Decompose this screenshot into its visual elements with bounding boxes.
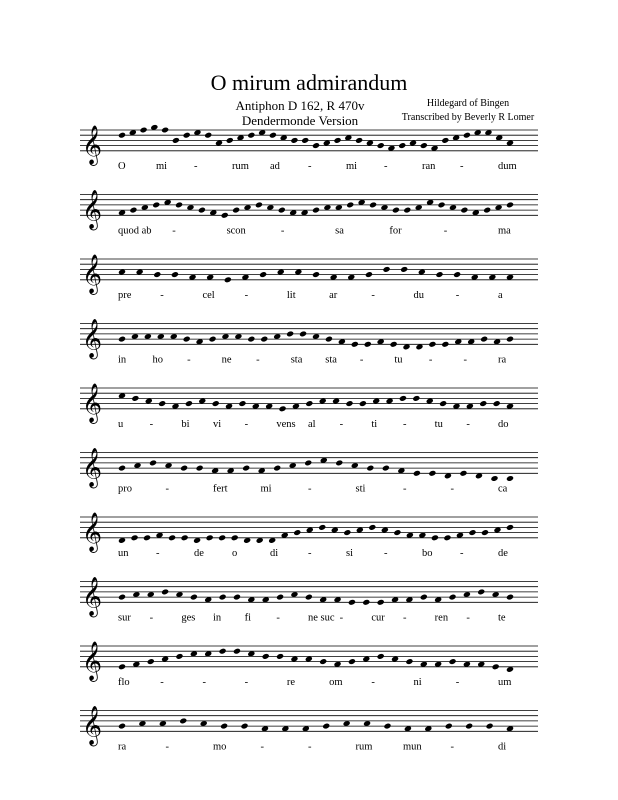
note-head	[468, 529, 476, 536]
note-head	[304, 459, 312, 466]
note-head	[325, 336, 333, 343]
note-head	[299, 330, 307, 337]
note-head	[480, 336, 488, 343]
syllable-hyphen: -	[308, 483, 312, 495]
syllable-hyphen: -	[443, 225, 448, 237]
note-head	[219, 594, 227, 601]
syllable-hyphen: -	[160, 676, 164, 688]
note-head	[305, 594, 313, 601]
syllable-hyphen: -	[403, 418, 407, 430]
lyric-syllable: si	[346, 547, 354, 559]
note-head	[220, 723, 228, 730]
syllable-hyphen: -	[149, 418, 154, 430]
composer-credit: Hildegard of Bingen	[426, 98, 510, 109]
note-head	[118, 723, 126, 730]
note-head	[355, 137, 363, 144]
lyric-syllable: rum	[232, 160, 249, 172]
lyric-syllable: sti	[355, 483, 366, 495]
lyric-syllable: cel	[202, 289, 215, 301]
lyric-syllable: pre	[118, 289, 132, 301]
lyric-syllable: fi	[244, 612, 252, 624]
note-head	[343, 529, 351, 536]
note-head	[369, 201, 377, 208]
note-head	[183, 336, 191, 343]
note-head	[335, 459, 343, 466]
note-head	[152, 201, 160, 208]
note-head	[233, 594, 241, 601]
note-head	[231, 534, 239, 541]
note-head	[453, 271, 461, 278]
note-head	[382, 465, 390, 472]
lyric-syllable: mi	[260, 483, 272, 495]
note-head	[399, 395, 407, 402]
syllable-hyphen: -	[384, 160, 388, 172]
lyric-syllable: ran	[422, 160, 436, 172]
note-head	[158, 400, 166, 407]
lyric-syllable: mi	[156, 160, 168, 172]
note-head	[241, 723, 249, 730]
syllable-hyphen: -	[194, 160, 198, 172]
syllable-hyphen: -	[256, 354, 260, 366]
note-head	[322, 723, 330, 730]
note-head	[405, 658, 413, 665]
note-head	[301, 137, 309, 144]
note-head	[218, 534, 226, 541]
note-head	[319, 658, 327, 665]
syllable-hyphen: -	[202, 676, 206, 688]
note-head	[226, 137, 234, 144]
lyric-syllable: ne	[221, 354, 232, 366]
lyric-syllable: om	[329, 676, 343, 688]
treble-clef-icon: 𝄞	[82, 705, 103, 746]
note-head	[168, 534, 176, 541]
note-head	[377, 653, 385, 660]
lyric-syllable: ho	[152, 354, 164, 366]
note-head	[209, 336, 217, 343]
note-head	[198, 207, 206, 214]
lyric-syllable: te	[498, 612, 506, 624]
note-head	[428, 341, 436, 348]
syllable-hyphen: -	[276, 612, 280, 624]
syllable-hyphen: -	[403, 483, 407, 495]
lyric-syllable: do	[498, 418, 509, 430]
note-head	[312, 271, 320, 278]
note-head	[276, 653, 284, 660]
note-head	[412, 395, 420, 402]
note-head	[118, 336, 126, 343]
note-head	[224, 276, 232, 283]
note-head	[278, 207, 286, 214]
note-head	[260, 336, 268, 343]
syllable-hyphen: -	[428, 354, 433, 366]
lyric-syllable: de	[498, 547, 508, 559]
treble-clef-icon: 𝄞	[82, 318, 103, 359]
lyric-syllable: de	[194, 547, 204, 559]
lyric-syllable: flo	[118, 676, 130, 688]
note-head	[351, 341, 359, 348]
syllable-hyphen: -	[371, 289, 375, 301]
note-head	[460, 207, 468, 214]
note-head	[172, 137, 180, 144]
lyric-syllable: sur	[118, 612, 131, 624]
lyric-syllable: ra	[498, 354, 507, 366]
note-head	[439, 400, 447, 407]
note-head	[348, 658, 356, 665]
note-head	[365, 271, 373, 278]
lyric-syllable: scon	[226, 225, 246, 237]
note-head	[506, 594, 514, 601]
note-head	[204, 132, 212, 139]
syllable-hyphen: -	[160, 289, 164, 301]
note-head	[290, 137, 298, 144]
lyric-syllable: ra	[118, 741, 127, 753]
syllable-hyphen: -	[280, 225, 285, 237]
note-head	[479, 400, 487, 407]
lyric-syllable: cur	[371, 612, 385, 624]
syllable-hyphen: -	[463, 354, 467, 366]
treble-clef-icon: 𝄞	[82, 447, 103, 488]
note-head	[255, 201, 263, 208]
note-head	[305, 400, 313, 407]
lyric-syllable: in	[118, 354, 127, 366]
note-head	[431, 534, 439, 541]
lyric-syllable: sta	[290, 354, 303, 366]
syllable-hyphen: -	[165, 483, 169, 495]
note-head	[364, 341, 372, 348]
lyric-syllable: ne suc	[308, 612, 335, 624]
syllable-hyphen: -	[460, 160, 464, 172]
lyric-syllable: ar	[329, 289, 338, 301]
syllable-hyphen: -	[308, 741, 312, 753]
syllable-hyphen: -	[384, 547, 388, 559]
note-head	[221, 212, 229, 219]
lyric-syllable: for	[389, 225, 402, 237]
treble-clef-icon: 𝄞	[82, 382, 103, 423]
syllable-hyphen: -	[466, 612, 470, 624]
treble-clef-icon: 𝄞	[82, 511, 103, 552]
syllable-hyphen: -	[455, 289, 460, 301]
note-head	[420, 594, 428, 601]
note-head	[180, 465, 188, 472]
note-head	[179, 717, 187, 724]
note-head	[153, 271, 161, 278]
syllable-hyphen: -	[460, 547, 464, 559]
lyric-syllable: mun	[403, 741, 422, 753]
note-head	[459, 470, 467, 477]
note-head	[118, 465, 126, 472]
syllable-hyphen: -	[244, 289, 249, 301]
note-head	[259, 271, 267, 278]
note-head	[438, 201, 446, 208]
note-head	[212, 400, 220, 407]
syllable-hyphen: -	[165, 741, 169, 753]
note-head	[377, 142, 385, 149]
note-head	[131, 534, 139, 541]
note-head	[219, 648, 227, 655]
note-head	[477, 588, 485, 595]
note-head	[506, 475, 514, 482]
lyric-syllable: in	[213, 612, 222, 624]
lyric-syllable: di	[270, 547, 279, 559]
lyric-syllable: bo	[422, 547, 433, 559]
lyric-syllable: rum	[355, 741, 373, 753]
note-head	[449, 658, 457, 665]
treble-clef-icon: 𝄞	[82, 640, 103, 681]
lyric-syllable: ca	[498, 483, 508, 495]
lyric-syllable: O	[118, 160, 126, 172]
treble-clef-icon: 𝄞	[82, 253, 103, 294]
note-head	[366, 465, 374, 472]
note-head	[506, 201, 514, 208]
lyric-syllable: vens	[276, 418, 296, 430]
note-head	[483, 207, 491, 214]
note-head	[232, 207, 240, 214]
lyric-syllable: vi	[213, 418, 222, 430]
note-head	[392, 207, 400, 214]
note-head	[400, 266, 408, 273]
lyric-syllable: un	[118, 547, 129, 559]
lyric-syllable: quod ab	[118, 225, 152, 237]
note-head	[441, 137, 449, 144]
note-head	[420, 142, 428, 149]
lyric-syllable: re	[286, 676, 296, 688]
lyric-syllable: ti	[371, 418, 378, 430]
note-head	[393, 529, 401, 536]
lyric-syllable: al	[308, 418, 316, 430]
note-head	[131, 395, 139, 402]
lyric-syllable: u	[118, 418, 124, 430]
note-head	[312, 207, 320, 214]
note-head	[273, 465, 281, 472]
syllable-hyphen: -	[308, 547, 312, 559]
note-head	[346, 201, 354, 208]
note-head	[147, 658, 155, 665]
antiphon-reference: Antiphon D 162, R 470v	[235, 98, 365, 113]
lyric-syllable: dum	[498, 160, 517, 172]
note-head	[181, 534, 189, 541]
syllable-hyphen: -	[149, 612, 154, 624]
note-head	[247, 336, 255, 343]
lyric-syllable: ma	[498, 225, 511, 237]
lyric-syllable: o	[232, 547, 238, 559]
note-head	[486, 723, 494, 730]
syllable-hyphen: -	[156, 547, 160, 559]
note-head	[428, 470, 436, 477]
transcriber-credit: Transcribed by Beverly R Lomer	[401, 112, 535, 123]
syllable-hyphen: -	[172, 225, 176, 237]
note-head	[161, 127, 169, 134]
lyric-syllable: ges	[181, 612, 196, 624]
note-head	[463, 132, 471, 139]
note-head	[190, 594, 198, 601]
lyric-syllable: um	[498, 676, 512, 688]
note-head	[348, 599, 356, 606]
note-head	[506, 524, 514, 531]
note-head	[149, 459, 157, 466]
syllable-hyphen: -	[371, 676, 375, 688]
note-head	[359, 400, 367, 407]
note-head	[175, 201, 183, 208]
syllable-hyphen: -	[466, 418, 470, 430]
note-head	[247, 132, 255, 139]
note-head	[238, 400, 246, 407]
syllable-hyphen: -	[339, 612, 344, 624]
piece-title: O mirum admirandum	[210, 70, 408, 95]
note-head	[334, 137, 342, 144]
lyric-syllable: ren	[434, 612, 449, 624]
note-head	[185, 400, 193, 407]
note-head	[196, 465, 204, 472]
note-head	[143, 534, 151, 541]
note-head	[441, 341, 449, 348]
note-head	[233, 648, 241, 655]
lyric-syllable: tu	[434, 418, 443, 430]
note-head	[490, 475, 498, 482]
note-head	[118, 132, 126, 139]
note-head	[445, 723, 453, 730]
syllable-hyphen: -	[450, 483, 454, 495]
syllable-hyphen: -	[244, 418, 249, 430]
treble-clef-icon: 𝄞	[82, 124, 103, 165]
lyric-syllable: mi	[346, 160, 358, 172]
syllable-hyphen: -	[260, 741, 264, 753]
lyric-syllable: du	[413, 289, 425, 301]
lyric-syllable: mo	[213, 741, 227, 753]
note-head	[398, 142, 406, 149]
syllable-hyphen: -	[403, 612, 407, 624]
syllable-hyphen: -	[339, 418, 344, 430]
note-head	[481, 529, 489, 536]
note-head	[129, 207, 137, 214]
note-head	[377, 599, 385, 606]
note-head	[413, 470, 421, 477]
note-head	[175, 653, 183, 660]
note-head	[318, 524, 326, 531]
note-head	[279, 405, 287, 412]
lyric-syllable: pro	[118, 483, 132, 495]
lyric-syllable: bi	[181, 418, 190, 430]
syllable-hyphen: -	[450, 741, 454, 753]
note-head	[449, 594, 457, 601]
treble-clef-icon: 𝄞	[82, 189, 103, 230]
note-head	[276, 594, 284, 601]
lyric-syllable: lit	[286, 289, 296, 301]
note-head	[269, 132, 277, 139]
note-head	[286, 330, 294, 337]
note-head	[140, 127, 148, 134]
syllable-hyphen: -	[359, 354, 364, 366]
note-head	[206, 534, 214, 541]
note-head	[171, 271, 179, 278]
note-head	[465, 723, 473, 730]
note-head	[435, 271, 443, 278]
note-head	[262, 653, 270, 660]
syllable-hyphen: -	[187, 354, 191, 366]
note-head	[118, 663, 126, 670]
note-head	[368, 524, 376, 531]
note-head	[383, 723, 391, 730]
note-head	[161, 588, 169, 595]
lyric-syllable: sa	[335, 225, 344, 237]
lyric-syllable: sta	[325, 354, 337, 366]
lyric-syllable: di	[498, 741, 507, 753]
note-head	[390, 341, 398, 348]
note-head	[118, 594, 126, 601]
syllable-hyphen: -	[308, 160, 312, 172]
note-head	[362, 599, 370, 606]
note-head	[183, 132, 191, 139]
lyric-syllable: ad	[270, 160, 280, 172]
lyric-syllable: fert	[213, 483, 228, 495]
note-head	[293, 529, 301, 536]
lyric-syllable: ni	[413, 676, 422, 688]
syllable-hyphen: -	[244, 676, 249, 688]
lyric-syllable: a	[498, 289, 503, 301]
note-head	[493, 400, 501, 407]
lyric-syllable: tu	[394, 354, 403, 366]
note-head	[506, 336, 514, 343]
version-label: Dendermonde Version	[241, 113, 359, 128]
note-head	[242, 465, 250, 472]
treble-clef-icon: 𝄞	[82, 576, 103, 617]
note-head	[345, 400, 353, 407]
note-head	[492, 663, 500, 670]
note-head	[443, 534, 451, 541]
syllable-hyphen: -	[455, 676, 460, 688]
note-head	[383, 266, 391, 273]
note-head	[403, 207, 411, 214]
note-head	[312, 142, 320, 149]
